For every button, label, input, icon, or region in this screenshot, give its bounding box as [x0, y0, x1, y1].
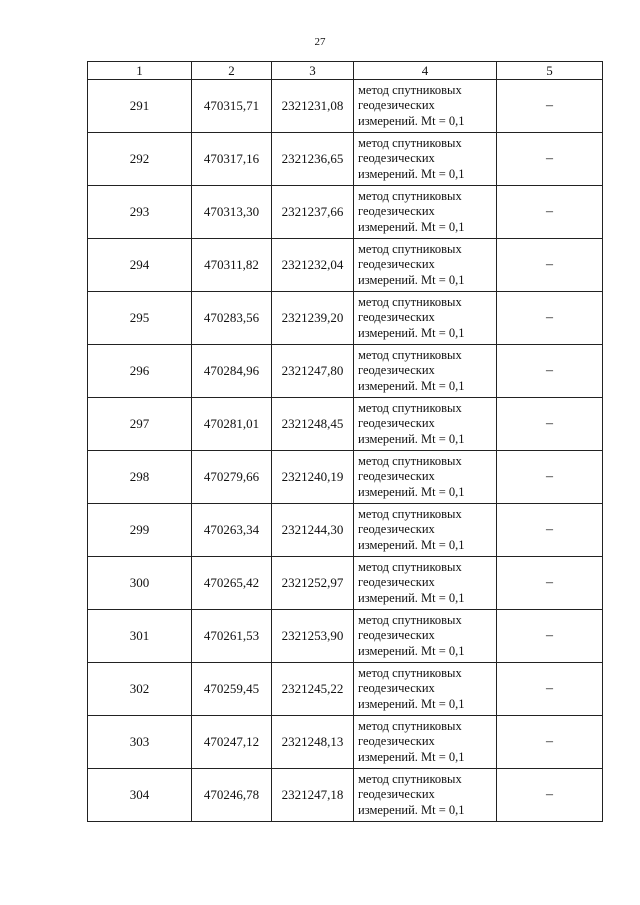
- method-line: метод спутниковых: [358, 771, 462, 786]
- point-number-cell: 294: [88, 239, 192, 292]
- y-coordinate-cell: 2321247,80: [272, 345, 354, 398]
- method-line: геодезических: [358, 734, 435, 749]
- table-row: [88, 292, 603, 345]
- x-coordinate-cell: 470265,42: [192, 557, 272, 610]
- method-line: метод спутниковых: [358, 188, 462, 203]
- column-header: 4: [354, 62, 497, 80]
- table-row: [88, 345, 603, 398]
- method-cell: [354, 239, 497, 292]
- method-line: метод спутниковых: [358, 665, 462, 680]
- table-row: [88, 557, 603, 610]
- method-line: метод спутниковых: [358, 453, 462, 468]
- method-line: метод спутниковых: [358, 400, 462, 415]
- x-coordinate-cell: 470261,53: [192, 610, 272, 663]
- y-coordinate-cell: 2321245,22: [272, 663, 354, 716]
- note-cell: –: [497, 133, 603, 186]
- method-line: измерений. Mt = 0,1: [358, 325, 465, 340]
- method-cell: [354, 292, 497, 345]
- method-line: измерений. Mt = 0,1: [358, 113, 465, 128]
- y-coordinate-cell: 2321231,08: [272, 80, 354, 133]
- method-cell: [354, 504, 497, 557]
- column-header: 5: [497, 62, 603, 80]
- method-cell: [354, 610, 497, 663]
- method-line: метод спутниковых: [358, 135, 462, 150]
- method-line: геодезических: [358, 469, 435, 484]
- y-coordinate-cell: 2321244,30: [272, 504, 354, 557]
- method-line: метод спутниковых: [358, 82, 462, 97]
- table-row: [88, 663, 603, 716]
- y-coordinate-cell: 2321232,04: [272, 239, 354, 292]
- x-coordinate-cell: 470259,45: [192, 663, 272, 716]
- y-coordinate-cell: 2321248,45: [272, 398, 354, 451]
- y-coordinate-cell: 2321252,97: [272, 557, 354, 610]
- method-line: геодезических: [358, 575, 435, 590]
- method-line: геодезических: [358, 257, 435, 272]
- method-line: метод спутниковых: [358, 241, 462, 256]
- method-line: измерений. Mt = 0,1: [358, 484, 465, 499]
- method-line: метод спутниковых: [358, 718, 462, 733]
- point-number-cell: 298: [88, 451, 192, 504]
- method-line: измерений. Mt = 0,1: [358, 272, 465, 287]
- x-coordinate-cell: 470284,96: [192, 345, 272, 398]
- table-row: [88, 610, 603, 663]
- method-line: геодезических: [358, 681, 435, 696]
- point-number-cell: 297: [88, 398, 192, 451]
- method-cell: [354, 398, 497, 451]
- note-cell: –: [497, 504, 603, 557]
- point-number-cell: 292: [88, 133, 192, 186]
- method-line: измерений. Mt = 0,1: [358, 749, 465, 764]
- y-coordinate-cell: 2321248,13: [272, 716, 354, 769]
- point-number-cell: 304: [88, 769, 192, 822]
- point-number-cell: 296: [88, 345, 192, 398]
- method-line: метод спутниковых: [358, 347, 462, 362]
- x-coordinate-cell: 470247,12: [192, 716, 272, 769]
- x-coordinate-cell: 470263,34: [192, 504, 272, 557]
- method-line: геодезических: [358, 522, 435, 537]
- method-line: геодезических: [358, 151, 435, 166]
- point-number-cell: 291: [88, 80, 192, 133]
- note-cell: –: [497, 769, 603, 822]
- method-cell: [354, 133, 497, 186]
- table-row: [88, 769, 603, 822]
- note-cell: –: [497, 557, 603, 610]
- method-cell: [354, 769, 497, 822]
- x-coordinate-cell: 470281,01: [192, 398, 272, 451]
- x-coordinate-cell: 470283,56: [192, 292, 272, 345]
- method-line: геодезических: [358, 787, 435, 802]
- table-row: [88, 451, 603, 504]
- table-row: [88, 716, 603, 769]
- y-coordinate-cell: 2321236,65: [272, 133, 354, 186]
- method-line: геодезических: [358, 628, 435, 643]
- method-cell: [354, 451, 497, 504]
- table-header-row: [88, 62, 603, 80]
- column-header: 2: [192, 62, 272, 80]
- table-row: [88, 398, 603, 451]
- x-coordinate-cell: 470279,66: [192, 451, 272, 504]
- method-line: геодезических: [358, 98, 435, 113]
- x-coordinate-cell: 470246,78: [192, 769, 272, 822]
- x-coordinate-cell: 470315,71: [192, 80, 272, 133]
- note-cell: –: [497, 239, 603, 292]
- point-number-cell: 302: [88, 663, 192, 716]
- method-line: геодезических: [358, 363, 435, 378]
- method-cell: [354, 716, 497, 769]
- y-coordinate-cell: 2321247,18: [272, 769, 354, 822]
- method-line: геодезических: [358, 204, 435, 219]
- method-line: метод спутниковых: [358, 559, 462, 574]
- point-number-cell: 303: [88, 716, 192, 769]
- method-line: геодезических: [358, 310, 435, 325]
- note-cell: –: [497, 663, 603, 716]
- method-line: метод спутниковых: [358, 612, 462, 627]
- table-row: [88, 80, 603, 133]
- note-cell: –: [497, 345, 603, 398]
- method-cell: [354, 345, 497, 398]
- coordinates-table: [87, 61, 603, 822]
- method-cell: [354, 663, 497, 716]
- method-line: метод спутниковых: [358, 506, 462, 521]
- method-line: измерений. Mt = 0,1: [358, 643, 465, 658]
- method-line: метод спутниковых: [358, 294, 462, 309]
- note-cell: –: [497, 80, 603, 133]
- point-number-cell: 299: [88, 504, 192, 557]
- x-coordinate-cell: 470317,16: [192, 133, 272, 186]
- y-coordinate-cell: 2321239,20: [272, 292, 354, 345]
- note-cell: –: [497, 610, 603, 663]
- x-coordinate-cell: 470311,82: [192, 239, 272, 292]
- method-line: измерений. Mt = 0,1: [358, 590, 465, 605]
- x-coordinate-cell: 470313,30: [192, 186, 272, 239]
- column-header: 1: [88, 62, 192, 80]
- note-cell: –: [497, 716, 603, 769]
- note-cell: –: [497, 292, 603, 345]
- point-number-cell: 295: [88, 292, 192, 345]
- method-line: измерений. Mt = 0,1: [358, 166, 465, 181]
- method-cell: [354, 557, 497, 610]
- method-line: измерений. Mt = 0,1: [358, 378, 465, 393]
- method-line: измерений. Mt = 0,1: [358, 537, 465, 552]
- table-row: [88, 504, 603, 557]
- note-cell: –: [497, 451, 603, 504]
- point-number-cell: 301: [88, 610, 192, 663]
- y-coordinate-cell: 2321240,19: [272, 451, 354, 504]
- y-coordinate-cell: 2321237,66: [272, 186, 354, 239]
- method-line: измерений. Mt = 0,1: [358, 696, 465, 711]
- method-line: измерений. Mt = 0,1: [358, 219, 465, 234]
- note-cell: –: [497, 398, 603, 451]
- column-header: 3: [272, 62, 354, 80]
- page-number: 27: [314, 36, 326, 48]
- y-coordinate-cell: 2321253,90: [272, 610, 354, 663]
- point-number-cell: 293: [88, 186, 192, 239]
- table-body: [88, 80, 603, 822]
- method-line: геодезических: [358, 416, 435, 431]
- method-cell: [354, 80, 497, 133]
- method-line: измерений. Mt = 0,1: [358, 802, 465, 817]
- note-cell: –: [497, 186, 603, 239]
- method-line: измерений. Mt = 0,1: [358, 431, 465, 446]
- point-number-cell: 300: [88, 557, 192, 610]
- table-row: [88, 133, 603, 186]
- method-cell: [354, 186, 497, 239]
- table-row: [88, 186, 603, 239]
- table-row: [88, 239, 603, 292]
